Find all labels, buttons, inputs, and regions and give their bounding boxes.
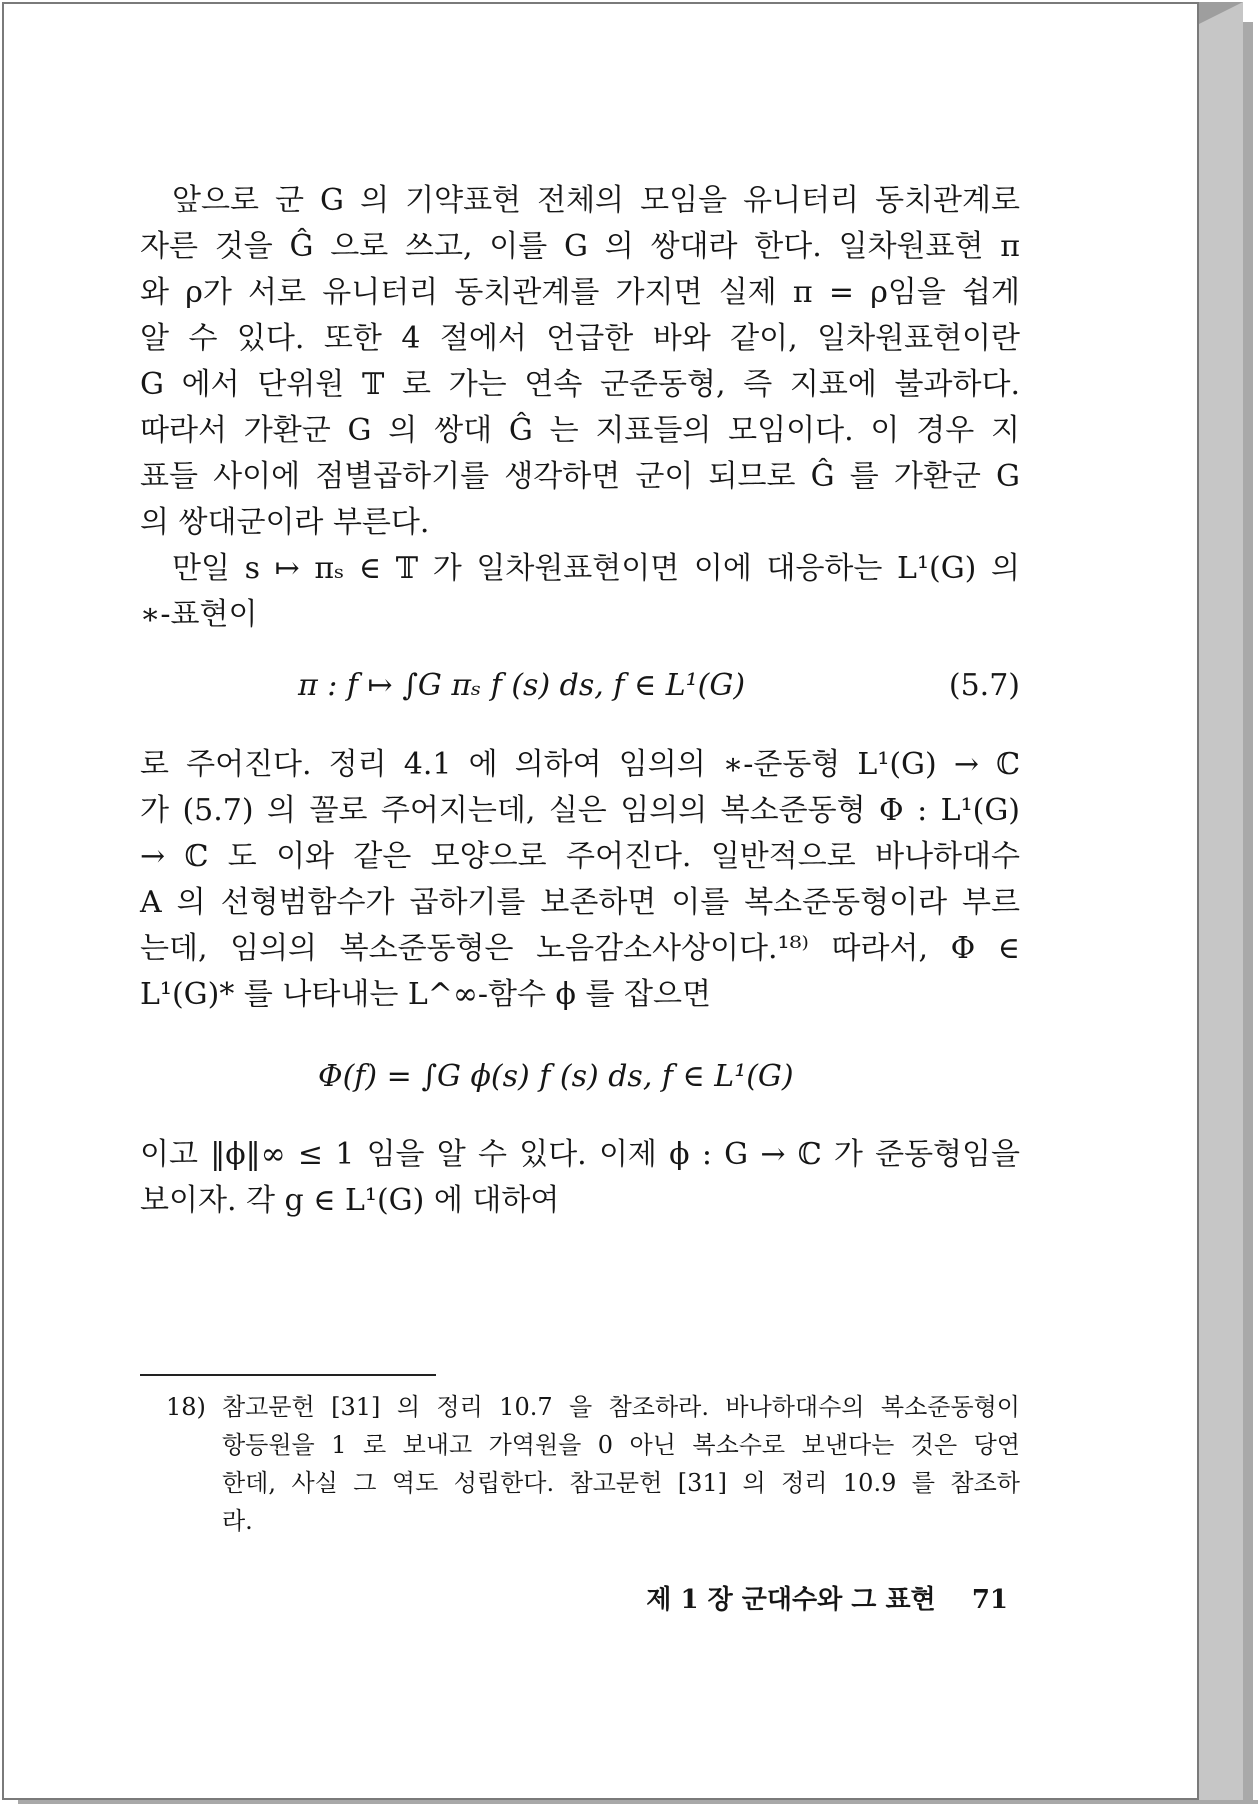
book-spine xyxy=(1199,2,1243,1800)
footnote-label: 18) xyxy=(166,1393,206,1421)
body-line: A 의 선형범함수가 곱하기를 보존하면 이를 복소준동형이라 부르 xyxy=(140,885,1020,920)
footnote-line: 한데, 사실 그 역도 성립한다. 참고문헌 [31] 의 정리 10.9 를 참조하 xyxy=(222,1469,1020,1497)
body-line: 의 쌍대군이라 부른다. xyxy=(140,505,430,540)
body-line: 따라서 가환군 G 의 쌍대 Ĝ 는 지표들의 모임이다. 이 경우 지 xyxy=(140,413,1020,448)
page-number: 71 xyxy=(971,1585,1008,1615)
body-line: ∗-표현이 xyxy=(140,597,258,632)
body-line: 가 (5.7) 의 꼴로 주어지는데, 실은 임의의 복소준동형 Φ : L¹(G) xyxy=(140,793,1020,828)
book-shadow xyxy=(1243,22,1253,1802)
equation-phi: Φ(f) = ∫G ϕ(s) f (s) ds, f ∈ L¹(G) xyxy=(318,1059,794,1094)
equation-number: (5.7) xyxy=(948,668,1020,703)
body-line: 알 수 있다. 또한 4 절에서 언급한 바와 같이, 일차원표현이란 xyxy=(140,321,1020,356)
body-line: 는데, 임의의 복소준동형은 노음감소사상이다.¹⁸⁾ 따라서, Φ ∈ xyxy=(140,931,1020,966)
equation-5-7: π : f ↦ ∫G πₛ f (s) ds, f ∈ L¹(G) xyxy=(298,668,746,703)
body-line: 이고 ‖ϕ‖∞ ≤ 1 임을 알 수 있다. 이제 ϕ : G → ℂ 가 준동형임을 xyxy=(140,1137,1020,1172)
body-line: 로 주어진다. 정리 4.1 에 의하여 임의의 ∗-준동형 L¹(G) → ℂ xyxy=(140,747,1020,782)
body-line: 와 ρ가 서로 유니터리 동치관계를 가지면 실제 π = ρ임을 쉽게 xyxy=(140,275,1020,310)
body-line: 만일 s ↦ πₛ ∈ 𝕋 가 일차원표현이면 이에 대응하는 L¹(G) 의 xyxy=(172,551,1020,586)
book-spine-top xyxy=(1199,2,1243,24)
footnote-line: 라. xyxy=(222,1507,253,1535)
footnote-rule xyxy=(140,1374,436,1376)
body-line: → ℂ 도 이와 같은 모양으로 주어진다. 일반적으로 바나하대수 xyxy=(140,839,1020,874)
page-footer xyxy=(646,1580,1008,1620)
footnote-line: 참고문헌 [31] 의 정리 10.7 을 참조하라. 바나하대수의 복소준동형이 xyxy=(222,1393,1020,1421)
book-shadow-bottom xyxy=(18,1800,1258,1804)
body-line: 표들 사이에 점별곱하기를 생각하면 군이 되므로 Ĝ 를 가환군 G xyxy=(140,459,1020,494)
body-line: G 에서 단위원 𝕋 로 가는 연속 군준동형, 즉 지표에 불과하다. xyxy=(140,367,1020,402)
footnote-line: 항등원을 1 로 보내고 가역원을 0 아닌 복소수로 보낸다는 것은 당연 xyxy=(222,1431,1020,1459)
body-line: L¹(G)* 를 나타내는 L^∞-함수 ϕ 를 잡으면 xyxy=(140,977,711,1012)
body-line: 자른 것을 Ĝ 으로 쓰고, 이를 G 의 쌍대라 한다. 일차원표현 π xyxy=(140,229,1020,264)
chapter-title: 제 1 장 군대수와 그 표현 xyxy=(646,1585,936,1615)
body-line: 보이자. 각 g ∈ L¹(G) 에 대하여 xyxy=(140,1183,560,1218)
body-line: 앞으로 군 G 의 기약표현 전체의 모임을 유니터리 동치관계로 xyxy=(172,183,1020,218)
